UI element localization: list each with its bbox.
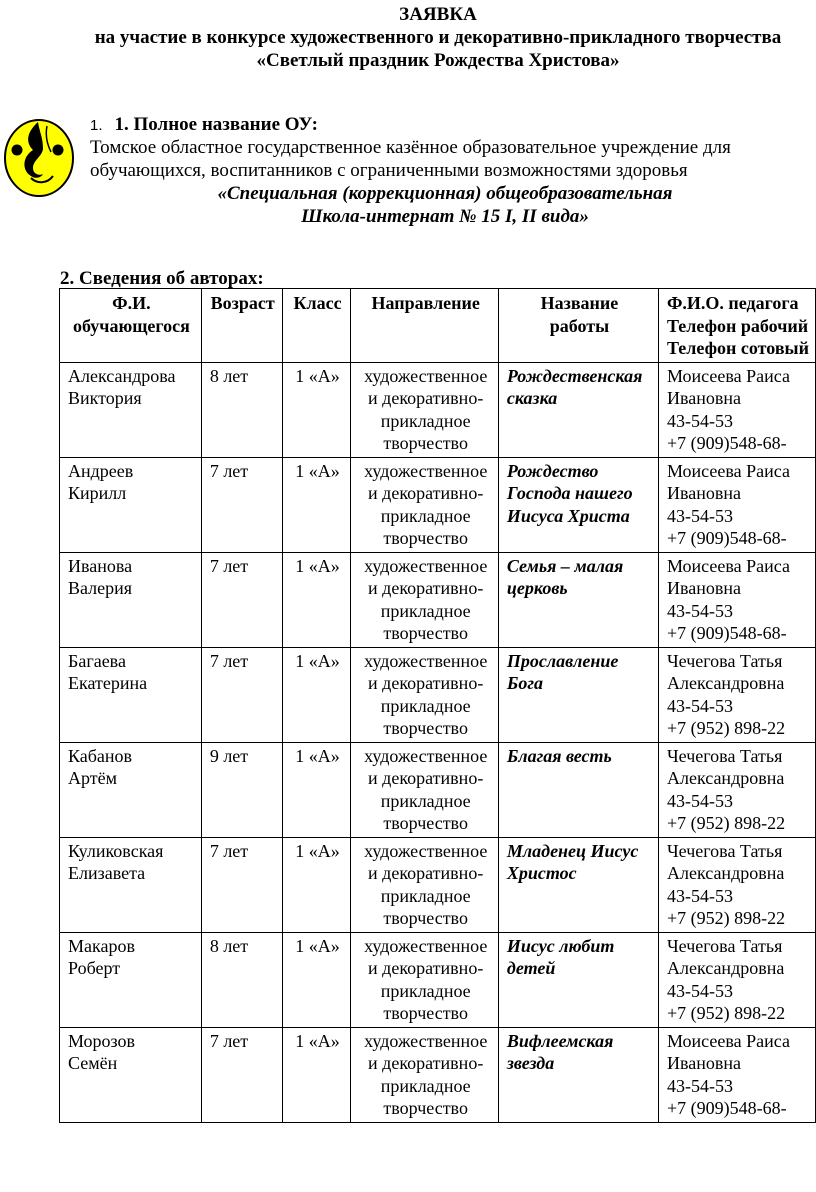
work-title: церковь [506, 578, 568, 598]
class-cell: 1 «А» [282, 362, 351, 457]
class-cell: 1 «А» [282, 552, 351, 647]
direction-text: прикладное [380, 980, 471, 1001]
work-title-cell [498, 932, 658, 1027]
teacher-info: 43-54-53 [666, 695, 733, 716]
direction-text: творчество [383, 1098, 468, 1118]
teacher-info: +7 (952) 898-22 [666, 718, 786, 738]
student-name: Виктория [68, 388, 142, 408]
direction-text: прикладное [380, 505, 471, 526]
direction-text: художественное [364, 1030, 488, 1051]
teacher-info: Моисеева Раиса [666, 555, 790, 576]
student-name: Екатерина [68, 673, 148, 693]
student-name-cell [60, 837, 202, 932]
work-title: Прославление [506, 650, 619, 671]
student-name-cell [60, 1027, 202, 1122]
teacher-cell [658, 647, 815, 742]
direction-text: и декоративно- [368, 673, 484, 693]
age-cell: 8 лет [201, 362, 282, 457]
direction-text: художественное [364, 935, 488, 956]
direction-text: творчество [383, 433, 468, 453]
column-header-text: Ф.И.О. педагога [666, 293, 799, 313]
teacher-info: 43-54-53 [666, 1075, 733, 1096]
student-name: Валерия [68, 578, 133, 598]
age-cell: 7 лет [201, 837, 282, 932]
teacher-info: Моисеева Раиса [666, 1030, 790, 1051]
work-title-cell [498, 362, 658, 457]
teacher-info: +7 (909)548-68- [666, 528, 787, 548]
student-name-cell [60, 647, 202, 742]
teacher-info: +7 (909)548-68- [666, 433, 787, 453]
table-header-row [60, 289, 816, 363]
direction-text: и декоративно- [368, 483, 484, 503]
direction-cell [351, 457, 498, 552]
direction-text: художественное [364, 460, 488, 481]
direction-text: и декоративно- [368, 1053, 484, 1073]
teacher-info: Чечегова Татья [666, 935, 783, 956]
direction-text: творчество [383, 623, 468, 643]
direction-text: художественное [364, 365, 488, 386]
direction-text: творчество [383, 813, 468, 833]
column-header-text: обучающегося [72, 315, 190, 336]
student-name: Андреев [68, 460, 134, 481]
direction-text: творчество [383, 1003, 468, 1023]
direction-text: прикладное [380, 410, 471, 431]
class-cell: 1 «А» [282, 457, 351, 552]
student-name: Макаров [68, 935, 135, 956]
direction-text: и декоративно- [368, 388, 484, 408]
section1-heading [90, 113, 318, 138]
column-header-text: Направление [371, 293, 480, 313]
direction-text: художественное [364, 555, 488, 576]
column-header-text: Телефон рабочий [666, 315, 809, 336]
student-name: Елизавета [68, 863, 146, 883]
teacher-info: Александровна [666, 673, 785, 693]
class-cell: 1 «А» [282, 837, 351, 932]
student-name-cell [60, 932, 202, 1027]
student-name: Морозов [68, 1030, 136, 1051]
teacher-cell [658, 362, 815, 457]
student-name: Александрова [68, 365, 176, 386]
column-header-text: Класс [293, 293, 342, 313]
teacher-info: Александровна [666, 958, 785, 978]
teacher-cell [658, 837, 815, 932]
authors-table [59, 288, 816, 1123]
student-name: Кабанов [68, 745, 133, 766]
age-cell: 7 лет [201, 1027, 282, 1122]
teacher-cell [658, 1027, 815, 1122]
work-title-cell [498, 552, 658, 647]
teacher-info: +7 (909)548-68- [666, 1098, 787, 1118]
direction-cell [351, 362, 498, 457]
direction-text: и декоративно- [368, 768, 484, 788]
direction-text: творчество [383, 908, 468, 928]
work-title: Вифлеемская [506, 1030, 614, 1051]
col-student-name-header [60, 289, 202, 363]
work-title: Иисус любит [506, 935, 615, 956]
teacher-info: Ивановна [666, 388, 741, 408]
teacher-info: 43-54-53 [666, 505, 733, 526]
work-title: звезда [506, 1053, 555, 1073]
class-cell: 1 «А» [282, 742, 351, 837]
direction-text: творчество [383, 528, 468, 548]
teacher-info: Ивановна [666, 1053, 741, 1073]
table-row [60, 552, 816, 647]
direction-text: прикладное [380, 790, 471, 811]
student-name-cell [60, 362, 202, 457]
direction-text: и декоративно- [368, 578, 484, 598]
direction-cell [351, 552, 498, 647]
teacher-info: +7 (909)548-68- [666, 623, 787, 643]
student-name-cell [60, 457, 202, 552]
direction-cell [351, 647, 498, 742]
column-header-text: работы [549, 315, 610, 336]
school-name-line4: Школа-интернат № 15 I, II вида» [301, 206, 589, 227]
work-title-cell [498, 1027, 658, 1122]
direction-text: и декоративно- [368, 863, 484, 883]
school-name-line1: Томское областное государственное казённое образовательное учреждение для [90, 137, 731, 158]
teacher-info: 43-54-53 [666, 885, 733, 906]
direction-cell [351, 742, 498, 837]
work-title: Христос [506, 863, 577, 883]
teacher-info: Ивановна [666, 483, 741, 503]
work-title-cell [498, 647, 658, 742]
teacher-cell [658, 457, 815, 552]
teacher-info: +7 (952) 898-22 [666, 813, 786, 833]
table-row [60, 1027, 816, 1122]
teacher-info: Чечегова Татья [666, 650, 783, 671]
direction-text: прикладное [380, 600, 471, 621]
direction-text: художественное [364, 745, 488, 766]
smiley-face-icon [3, 118, 75, 198]
teacher-info: 43-54-53 [666, 980, 733, 1001]
student-name: Багаева [68, 650, 126, 671]
class-cell: 1 «А» [282, 932, 351, 1027]
teacher-cell [658, 932, 815, 1027]
work-title: Рождество [506, 460, 599, 481]
direction-text: прикладное [380, 885, 471, 906]
student-name-cell [60, 742, 202, 837]
student-name: Артём [68, 768, 118, 788]
column-header-text: Название [540, 293, 619, 313]
teacher-info: Александровна [666, 768, 785, 788]
direction-cell [351, 1027, 498, 1122]
school-name-line3: «Специальная (коррекционная) общеобразовательная [217, 183, 673, 204]
table-row [60, 362, 816, 457]
teacher-cell [658, 742, 815, 837]
school-name-line2: обучающихся, воспитанников с ограниченными возможностями здоровья [90, 160, 688, 181]
col-work-title-header [498, 289, 658, 363]
class-cell: 1 «А» [282, 1027, 351, 1122]
work-title: Младенец Иисус [506, 840, 639, 861]
teacher-info: 43-54-53 [666, 410, 733, 431]
direction-text: прикладное [380, 695, 471, 716]
teacher-cell [658, 552, 815, 647]
work-title: Благая весть [506, 745, 612, 766]
work-title-cell [498, 742, 658, 837]
teacher-info: Александровна [666, 863, 785, 883]
table-row [60, 742, 816, 837]
section2-heading: 2. Сведения об авторах: [60, 268, 264, 289]
teacher-info: 43-54-53 [666, 600, 733, 621]
document-subtitle-line1: на участие в конкурсе художественного и декоративно-прикладного творчества [94, 27, 782, 48]
student-name: Куликовская [68, 840, 164, 861]
column-header-text: Возраст [210, 293, 275, 313]
age-cell: 8 лет [201, 932, 282, 1027]
teacher-info: Ивановна [666, 578, 741, 598]
table-row [60, 647, 816, 742]
direction-text: и декоративно- [368, 958, 484, 978]
teacher-info: Чечегова Татья [666, 840, 783, 861]
col-class-header [282, 289, 351, 363]
teacher-info: +7 (952) 898-22 [666, 1003, 786, 1023]
section1-label: 1. Полное название ОУ: [114, 114, 319, 135]
section1-number: 1. [90, 117, 103, 134]
work-title: Господа нашего [506, 483, 633, 503]
age-cell: 9 лет [201, 742, 282, 837]
work-title: Семья – малая [506, 555, 624, 576]
teacher-info: Чечегова Татья [666, 745, 783, 766]
student-name: Семён [68, 1053, 118, 1073]
direction-cell [351, 932, 498, 1027]
direction-text: художественное [364, 840, 488, 861]
teacher-info: Моисеева Раиса [666, 460, 790, 481]
table-row [60, 457, 816, 552]
class-cell: 1 «А» [282, 647, 351, 742]
age-cell: 7 лет [201, 552, 282, 647]
table-row [60, 837, 816, 932]
student-name: Иванова [68, 555, 133, 576]
document-subtitle-line2: «Светлый праздник Рождества Христова» [256, 50, 620, 71]
work-title: детей [506, 958, 556, 978]
teacher-info: 43-54-53 [666, 790, 733, 811]
col-direction-header [351, 289, 498, 363]
work-title: Бога [506, 673, 543, 693]
student-name-cell [60, 552, 202, 647]
work-title-cell [498, 837, 658, 932]
direction-cell [351, 837, 498, 932]
teacher-info: Моисеева Раиса [666, 365, 790, 386]
teacher-info: +7 (952) 898-22 [666, 908, 786, 928]
work-title-cell [498, 457, 658, 552]
column-header-text: Телефон сотовый [666, 338, 809, 358]
work-title: сказка [506, 388, 558, 408]
col-teacher-header [658, 289, 815, 363]
student-name: Кирилл [68, 483, 127, 503]
col-age-header [201, 289, 282, 363]
work-title: Иисуса Христа [506, 505, 630, 526]
age-cell: 7 лет [201, 647, 282, 742]
column-header-text: Ф.И. [112, 293, 151, 313]
direction-text: художественное [364, 650, 488, 671]
table-row [60, 932, 816, 1027]
document-title: ЗАЯВКА [399, 4, 477, 25]
age-cell: 7 лет [201, 457, 282, 552]
work-title: Рождественская [506, 365, 643, 386]
direction-text: творчество [383, 718, 468, 738]
direction-text: прикладное [380, 1075, 471, 1096]
student-name: Роберт [68, 958, 121, 978]
